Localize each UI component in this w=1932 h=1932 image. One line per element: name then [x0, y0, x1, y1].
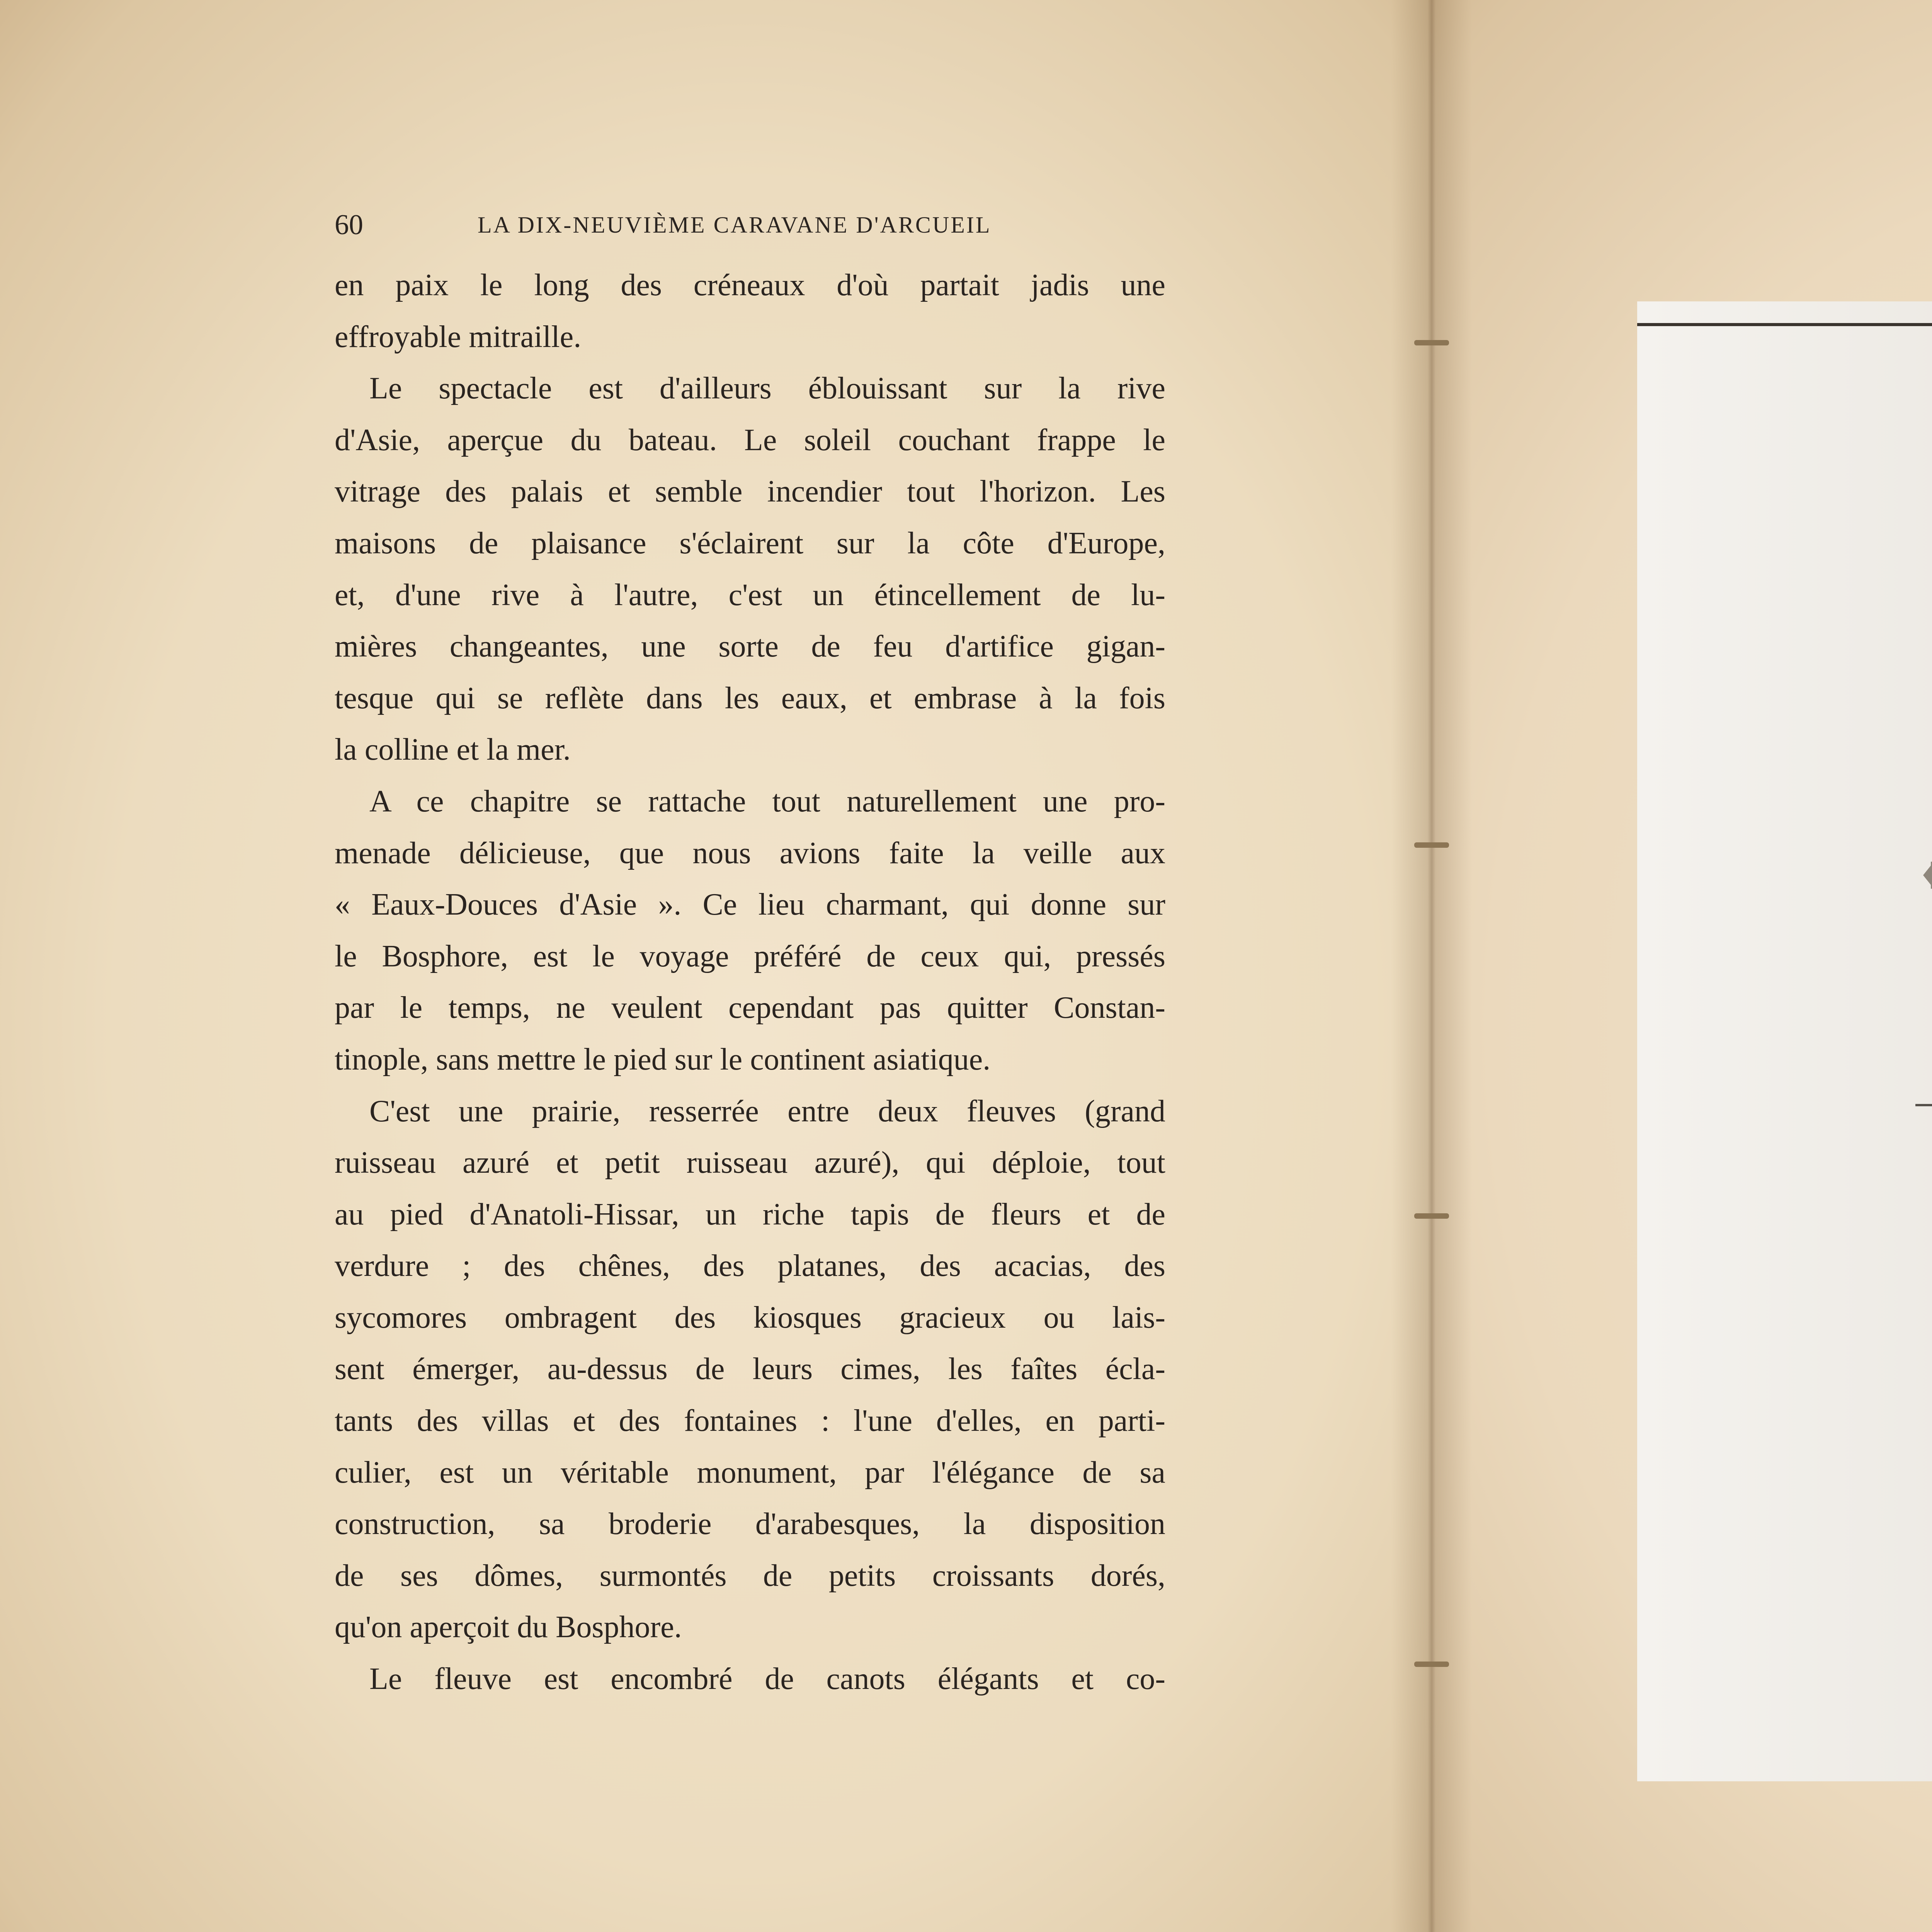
- text-line: effroyable mitraille.: [335, 320, 582, 354]
- photograph-image: [1637, 301, 1932, 1781]
- page-number: 60: [335, 209, 363, 241]
- running-head-title: LA DIX-NEUVIÈME CARAVANE D'ARCUEIL: [478, 212, 992, 238]
- text-line: qu'on aperçoit du Bosphore.: [335, 1610, 682, 1645]
- text-line: d'Asie, aperçue du bateau. Le soleil couchant frappe le: [335, 423, 1165, 457]
- text-line: verdure ; des chênes, des platanes, des acacias, des: [335, 1249, 1165, 1283]
- text-line: tinople, sans mettre le pied sur le continent asiatique.: [335, 1042, 991, 1077]
- body-text: [335, 260, 1165, 1705]
- text-line: tants des villas et des fontaines : l'une d'elles, en parti-: [335, 1404, 1165, 1438]
- text-line: sent émerger, au-dessus de leurs cimes, les faîtes écla-: [335, 1352, 1165, 1386]
- running-head: [335, 209, 1169, 243]
- text-line: la colline et la mer.: [335, 733, 571, 767]
- text-line: vitrage des palais et semble incendier tout l'horizon. Les: [335, 474, 1165, 509]
- text-line: au pied d'Anatoli-Hissar, un riche tapis de fleurs et de: [335, 1197, 1165, 1231]
- text-line: Le fleuve est encombré de canots élégants et co-: [369, 1662, 1165, 1696]
- text-line: par le temps, ne veulent cependant pas quitter Constan-: [335, 991, 1165, 1025]
- text-line: ruisseau azuré et petit ruisseau azuré), qui déploie, tout: [335, 1146, 1165, 1180]
- text-line: mières changeantes, une sorte de feu d'artifice gigan-: [335, 629, 1165, 664]
- binding-stitch: [1414, 340, 1449, 345]
- text-line: en paix le long des créneaux d'où partait jadis une: [335, 268, 1165, 302]
- text-line: C'est une prairie, resserrée entre deux fleuves (grand: [369, 1094, 1165, 1128]
- text-line: A ce chapitre se rattache tout naturellement une pro-: [369, 784, 1165, 818]
- text-line: « Eaux-Douces d'Asie ». Ce lieu charmant, qui donne sur: [335, 888, 1165, 922]
- text-line: culier, est un véritable monument, par l'élégance de sa: [335, 1455, 1165, 1490]
- text-line: et, d'une rive à l'autre, c'est un étincellement de lu-: [335, 578, 1165, 612]
- text-line: menade délicieuse, que nous avions faite la veille aux: [335, 836, 1165, 870]
- text-line: de ses dômes, surmontés de petits croissants dorés,: [335, 1558, 1165, 1593]
- text-line: sycomores ombragent des kiosques gracieux ou lais-: [335, 1300, 1165, 1335]
- text-line: tesque qui se reflète dans les eaux, et embrase à la fois: [335, 681, 1165, 715]
- text-line: le Bosphore, est le voyage préféré de ceux qui, pressés: [335, 939, 1165, 973]
- text-line: construction, sa broderie d'arabesques, la disposition: [335, 1507, 1165, 1541]
- text-line: Le spectacle est d'ailleurs éblouissant sur la rive: [369, 371, 1165, 406]
- photograph-plate: [1637, 301, 1932, 1781]
- binding-stitch: [1414, 1213, 1449, 1219]
- binding-stitch: [1414, 1662, 1449, 1667]
- book-gutter: [1391, 0, 1472, 1932]
- text-line: maisons de plaisance s'éclairent sur la côte d'Europe,: [335, 526, 1165, 560]
- binding-stitch: [1414, 842, 1449, 848]
